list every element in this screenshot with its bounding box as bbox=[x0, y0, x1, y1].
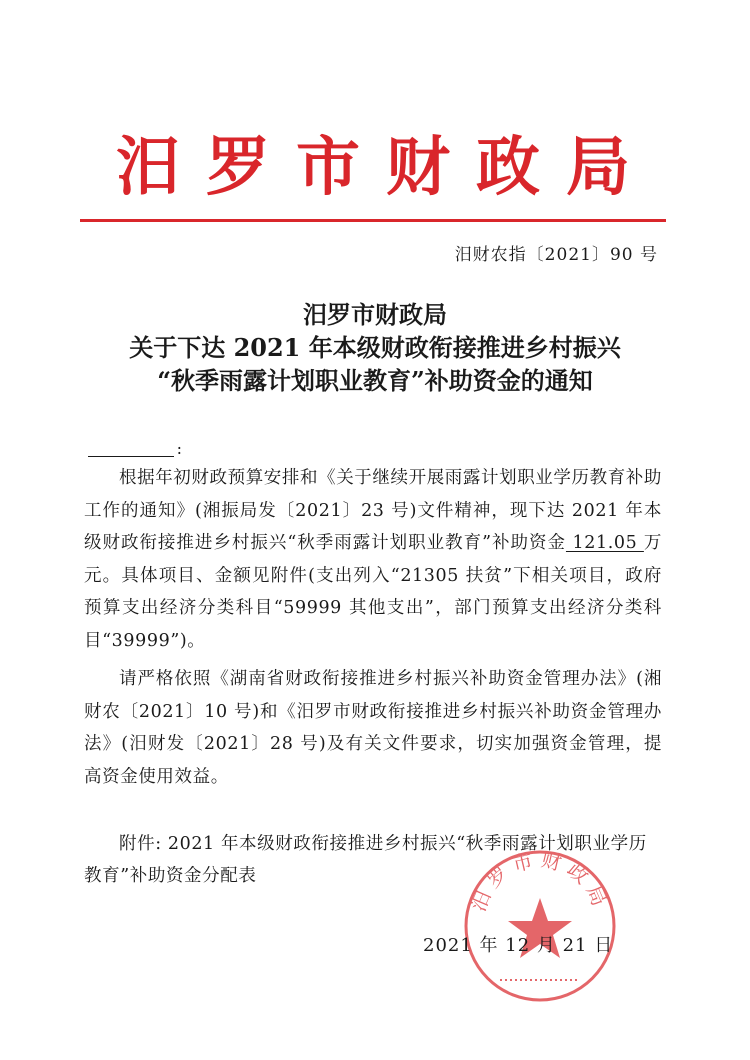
title-line-2: 关于下达 2021 年本级财政衔接推进乡村振兴 bbox=[129, 333, 621, 362]
subsidy-amount: 121.05 bbox=[565, 533, 644, 553]
letterhead-title: 汨罗市财政局 bbox=[116, 130, 656, 205]
title-line-3: “秋季雨露计划职业教育”补助资金的通知 bbox=[157, 366, 593, 395]
notice-body bbox=[84, 462, 662, 793]
body-paragraph-2: 请严格依照《湖南省财政衔接推进乡村振兴补助资金管理办法》(湘财农〔2021〕10 号)和《汨罗市财政衔接推进乡村振兴补助资金管理办法》(汨财发〔2021〕28 号)及有关文件要求，切实加强资金管理，提高资金使用效益。 bbox=[84, 669, 662, 787]
svg-text:汨罗市财政局: 汨罗市财政局 bbox=[465, 847, 615, 915]
addressee-colon: : bbox=[176, 439, 182, 458]
notice-title bbox=[60, 298, 690, 397]
paragraph-1-text-a: 根据年初财政预算安排和《关于继续开展雨露计划职业学历教育补助工作的通知》(湘振局发〔2021〕23 号)文件精神，现下达 2021 年本级财政衔接推进乡村振兴“秋季雨露计划职业教育”补助资金 bbox=[84, 468, 662, 553]
attachment-text: 附件: 2021 年本级财政衔接推进乡村振兴“秋季雨露计划职业学历教育”补助资金分配表 bbox=[84, 834, 647, 886]
issue-date: 2021 年 12 月 21 日 bbox=[423, 935, 614, 956]
title-line-1: 汨罗市财政局 bbox=[303, 300, 447, 329]
official-seal-icon bbox=[460, 846, 620, 1006]
paragraph-1-text-b: 万元。具体项目、金额见附件(支出列入“21305 扶贫”下相关项目，政府预算支出经济分类科目“59999 其他支出”，部门预算支出经济分类科目“39999”)。 bbox=[84, 533, 662, 651]
document-number: 汨财农指〔2021〕90 号 bbox=[454, 245, 658, 265]
body-paragraph-1 bbox=[84, 462, 662, 657]
addressee-blank bbox=[88, 434, 182, 458]
letterhead-red-rule bbox=[80, 219, 666, 222]
